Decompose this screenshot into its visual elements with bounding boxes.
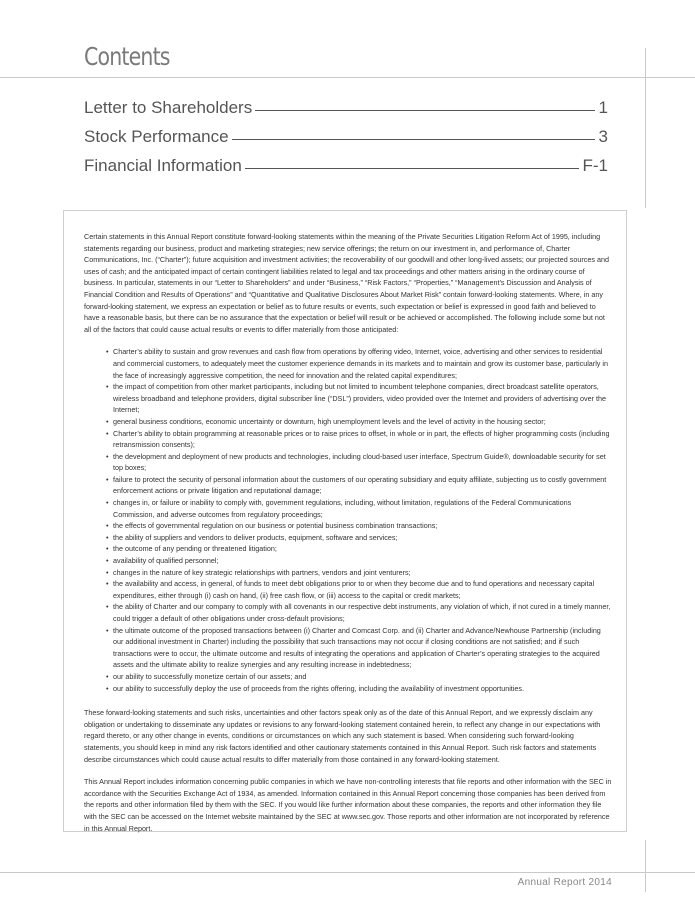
risk-factor-item: • failure to protect the security of personal information about the customers of our operating subsidiary and equity affiliate, subjecting us to costly government enforcement actions or private litigation and reputational damage; <box>106 474 612 497</box>
risk-factor-item: • Charter’s ability to obtain programming at reasonable prices or to raise prices to offset, in whole or in part, the effects of higher programming costs (including retransmission consents); <box>106 428 612 451</box>
risk-factor-item: • our ability to successfully deploy the use of proceeds from the rights offering, including the availability of investment opportunities. <box>106 683 612 695</box>
risk-factor-list <box>84 346 612 694</box>
risk-factor-item: • the ability of suppliers and vendors to deliver products, equipment, software and services; <box>106 532 612 544</box>
toc-entry-label: Stock Performance <box>84 127 229 146</box>
toc-leader-line <box>255 110 594 111</box>
bottom-divider <box>0 872 695 873</box>
table-of-contents <box>84 98 608 185</box>
toc-entry-letter[interactable] <box>84 98 608 127</box>
risk-factor-item: • the impact of competition from other market participants, including but not limited to incumbent telephone companies, direct broadcast satellite operators, wireless broadband and telephone providers, digital subscriber line (“DSL”) providers, video provided over the Internet and providers of advertising over the Internet; <box>106 381 612 416</box>
top-vertical-rule <box>645 48 646 208</box>
risk-factor-item: • the effects of governmental regulation on our business or potential business combination transactions; <box>106 520 612 532</box>
risk-factor-item: • changes in, or failure or inability to comply with, government regulations, including, without limitation, regulations of the Federal Communications Commission, and adverse outcomes from regulatory proceedings; <box>106 497 612 520</box>
toc-entry-label: Letter to Shareholders <box>84 98 253 117</box>
toc-entry-label: Financial Information <box>84 156 242 175</box>
risk-factor-item: • the outcome of any pending or threatened litigation; <box>106 543 612 555</box>
footer-label: Annual Report 2014 <box>517 877 612 888</box>
risk-factor-item: • availability of qualified personnel; <box>106 555 612 567</box>
page-title: Contents <box>84 42 170 71</box>
bottom-vertical-rule <box>645 840 646 892</box>
intro-paragraph: Certain statements in this Annual Report constitute forward-looking statements within the meaning of the Private Securities Litigation Reform Act of 1995, including statements regarding our business, product and marketing strategies; new service offerings; the return on our investment in, and performance of, Charter Communications, Inc. (“Charter”); future acquisition and investment activities; the recoverability of our goodwill and other long-lived assets; our projected sources and uses of cash; and the anticipated impact of certain contingent liabilities related to legal and tax proceedings and other matters arising in the ordinary course of business. In particular, statements in our “Letter to Shareholders” and under “Business,” “Risk Factors,” “Properties,” “Management’s Discussion and Analysis of Financial Condition and Results of Operations” and “Quantitative and Qualitative Disclosures About Market Risk” contain forward-looking statements. Where, in any forward-looking statement, we express an expectation or belief as to future results or events, such expectation or belief is expressed in good faith and believed to have a reasonable basis, but there can be no assurance that the expectation or belief will result or be achieved or accomplished. The following include some but not all of the factors that could cause actual results or events to differ materially from those anticipated: <box>84 232 609 334</box>
risk-factor-item: • our ability to successfully monetize certain of our assets; and <box>106 671 612 683</box>
risk-factor-item: • the ultimate outcome of the proposed transactions between (i) Charter and Comcast Corp. and (ii) Charter and Advance/Newhouse Partnership (including our additional investment in Charter) including the possibility that such transactions may not occur if closing conditions are not satisfied; and if such transactions were to occur, the ultimate outcome and results of integrating the operations and application of Charter’s operating strategies to the acquired assets and the ultimate ability to realize synergies and any resulting increase in indebtedness; <box>106 625 612 671</box>
risk-factor-item: • changes in the nature of key strategic relationships with partners, vendors and joint venturers; <box>106 567 612 579</box>
disclaimer-paragraph: These forward-looking statements and such risks, uncertainties and other factors speak only as of the date of this Annual Report, and we expressly disclaim any obligation or undertaking to disseminate any updates or revisions to any forward-looking statement contained herein, to reflect any change in our expectations with regard thereto, or any other change in events, conditions or circumstances on which any such statement is based. When considering such forward-looking statements, you should keep in mind any risk factors identified and other cautionary statements contained in this Annual Report. Such risk factors and statements describe circumstances which could cause actual results to differ materially from those contained in any forward-looking statement. <box>84 708 601 764</box>
risk-factor-item: • the availability and access, in general, of funds to meet debt obligations prior to or when they become due and to fund operations and necessary capital expenditures, either through (i) cash on hand, (ii) free cash flow, or (iii) access to the capital or credit markets; <box>106 578 612 601</box>
toc-entry-financial[interactable] <box>84 156 608 185</box>
risk-factor-item: • Charter’s ability to sustain and grow revenues and cash flow from operations by offering video, Internet, voice, advertising and other services to residential and commercial customers, to adequately meet the customer experience demands in its markets and to maintain and grow its customer base, particularly in the face of increasingly aggressive competition, the need for innovation and the related capital expenditures; <box>106 346 612 381</box>
toc-entry-stock[interactable] <box>84 127 608 156</box>
risk-factor-item: • general business conditions, economic uncertainty or downturn, high unemployment levels and the level of activity in the housing sector; <box>106 416 612 428</box>
disclaimer-content <box>84 231 612 845</box>
risk-factor-item: • the ability of Charter and our company to comply with all covenants in our respective debt instruments, any violation of which, if not cured in a timely manner, could trigger a default of other obligations under cross-default provisions; <box>106 601 612 624</box>
toc-leader-line <box>245 168 579 169</box>
top-divider <box>0 77 695 78</box>
sec-info-paragraph: This Annual Report includes information concerning public companies in which we have non-controlling interests that file reports and other information with the SEC in accordance with the Securities Exchange Act of 1934, as amended. Information contained in this Annual Report concerning those companies has been derived from the reports and other information filed by them with the SEC. If you would like further information about these companies, the reports and other information they file with the SEC can be accessed on the Internet website maintained by the SEC at www.sec.gov. Those reports and other information are not incorporated by reference in this Annual Report. <box>84 777 612 833</box>
toc-entry-page: 1 <box>598 98 608 117</box>
toc-leader-line <box>232 139 595 140</box>
risk-factor-item: • the development and deployment of new products and technologies, including cloud-based user interface, Spectrum Guide®, downloadable security for set top boxes; <box>106 451 612 474</box>
toc-entry-page: 3 <box>598 127 608 146</box>
toc-entry-page: F-1 <box>582 156 608 175</box>
